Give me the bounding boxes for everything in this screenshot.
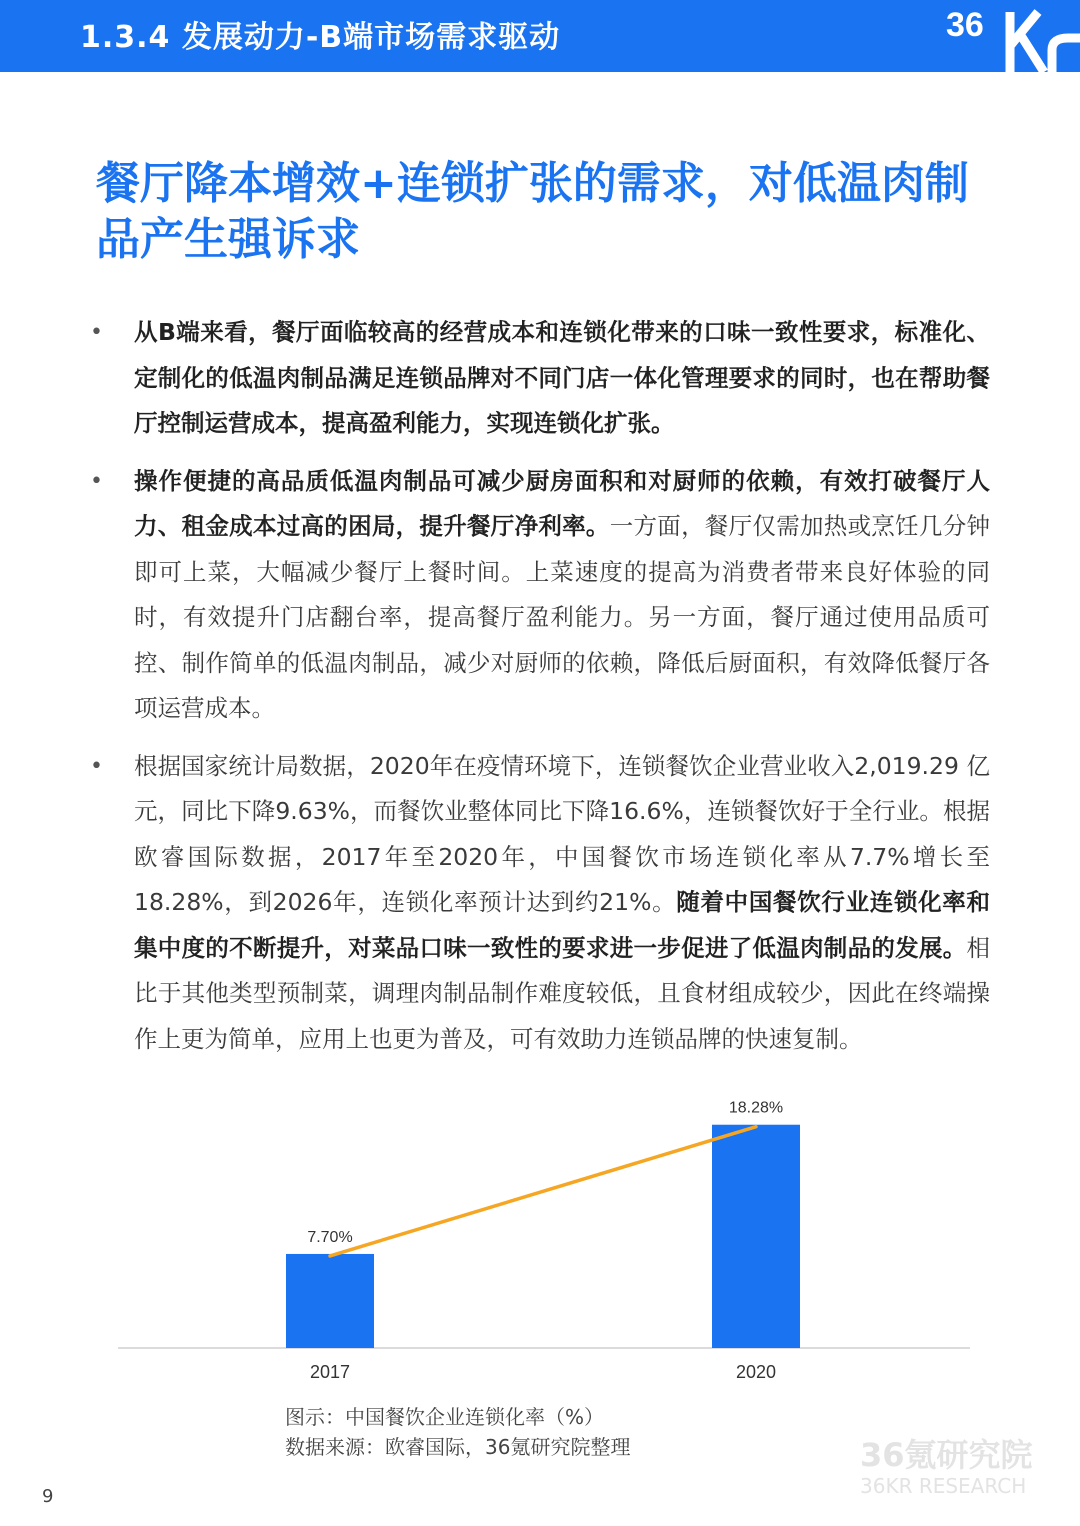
- trend-line: [330, 1127, 756, 1256]
- bullet-item: [90, 744, 990, 1063]
- bar-2020: [712, 1125, 800, 1348]
- chain-rate-chart: [110, 1070, 980, 1390]
- bullet-bold-text: 操作便捷的高品质低温肉制品可减少厨房面积和对厨师的依赖，有效打破餐厅人力、租金成本过高的困局，提升餐厅净利率。: [134, 466, 990, 540]
- watermark-subtitle: 36KR RESEARCH: [860, 1474, 1027, 1498]
- x-tick-label-2017: 2017: [309, 1362, 351, 1382]
- chart-source: 数据来源：欧睿国际，36氪研究院整理: [285, 1435, 631, 1459]
- bar-2017: [286, 1254, 374, 1348]
- chart-svg: [110, 1070, 980, 1390]
- bullet-bold-text: 随着中国餐饮行业连锁化率和集中度的不断提升，对菜品口味一致性的要求进一步促进了低温肉制品的发展。: [134, 888, 990, 962]
- bullet-dot-icon: •: [90, 320, 103, 345]
- svg-text:36: 36: [946, 6, 984, 44]
- data-label-2017: 7.70%: [307, 1228, 353, 1246]
- bullet-bold-text: 从B端来看，餐厅面临较高的经营成本和连锁化带来的口味一致性要求，标准化、定制化的低温肉制品满足连锁品牌对不同门店一体化管理要求的同时，也在帮助餐厅控制运营成本，提高盈利能力，实现连锁化扩张。: [134, 318, 990, 437]
- watermark: [860, 1436, 1060, 1498]
- section-title: 1.3.4 发展动力-B端市场需求驱动: [80, 20, 561, 55]
- bullet-item: [90, 310, 990, 447]
- watermark-title: 36氪研究院: [860, 1436, 1033, 1474]
- bullet-item: [90, 459, 990, 732]
- bullet-dot-icon: •: [90, 468, 103, 494]
- 36kr-logo: [940, 0, 1080, 72]
- page-number: 9: [42, 1486, 54, 1507]
- bullet-dot-icon: •: [90, 753, 103, 779]
- bullet-text: 相比于其他类型预制菜，调理肉制品制作难度较低，且食材组成较少，因此在终端操作上更为简单，应用上也更为普及，可有效助力连锁品牌的快速复制。: [134, 933, 990, 1053]
- bullet-text: 根据国家统计局数据，2020年在疫情环境下，连锁餐饮企业营业收入2,019.29 亿元，同比下降9.63%，而餐饮业整体同比下降16.6%，连锁餐饮好于全行业。根据欧睿国际数据，2017年至2020年，中国餐饮市场连锁化率从7.7%增长至18.28%，到2026年，连锁化率预计达到约21%。: [134, 751, 990, 916]
- x-tick-label-2020: 2020: [735, 1362, 777, 1382]
- page-heading: 餐厅降本增效+连锁扩张的需求，对低温肉制品产生强诉求: [96, 158, 969, 265]
- header-bar: [0, 0, 1080, 72]
- chart-caption: [285, 1402, 630, 1462]
- bullet-list: [90, 310, 990, 1074]
- data-label-2020: 18.28%: [728, 1099, 784, 1117]
- bullet-text: 一方面，餐厅仅需加热或烹饪几分钟即可上菜，大幅减少餐厅上餐时间。上菜速度的提高为消费者带来良好体验的同时，有效提升门店翻台率，提高餐厅盈利能力。另一方面，餐厅通过使用品质可控、制作简单的低温肉制品，减少对厨师的依赖，降低后厨面积，有效降低餐厅各项运营成本。: [134, 512, 991, 722]
- chart-title: 图示：中国餐饮企业连锁化率（%）: [285, 1405, 605, 1429]
